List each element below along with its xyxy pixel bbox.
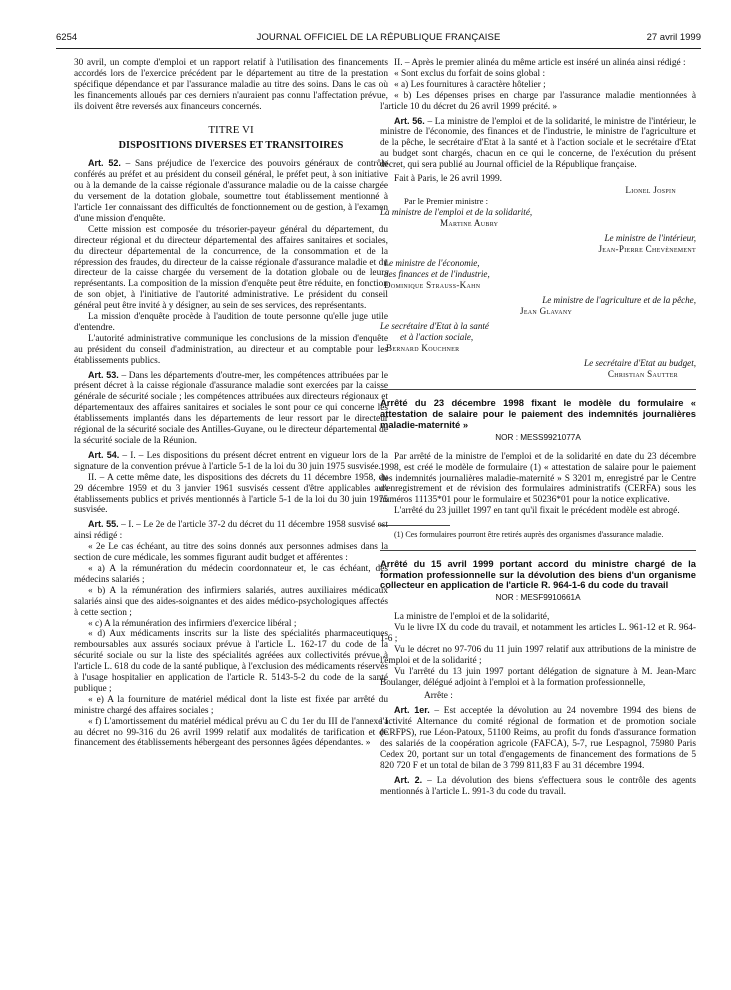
article-text: – La ministre de l'emploi et de la solidarité, le ministre de l'intérieur, le ministre de l'économie, des finances et de l'industrie, le ministre de l'agriculture et de la pêche, le secrétaire d'Etat à la santé et à l'action sociale et le secrétaire d'Etat au budget sont chargés, chacun en ce qui le concerne, de l'exécution du présent décret, qui sera publié au Journal officiel de la République française.: [380, 116, 696, 171]
page-number: 6254: [56, 32, 78, 43]
decree-2-nor: NOR : MESF9910661A: [495, 593, 581, 603]
article-label: Art. 56.: [394, 115, 425, 126]
quoted-item: « d) Aux médicaments inscrits sur la liste des spécialités pharmaceutiques remboursables aux assurés sociaux prévue à l'article L. 162-17 du code de la sécurité sociale ou sur la liste des spécialités agréées aux collectivités prévue à l'article L. 618 du code de la santé publique, à l'exclusion des médicaments réservés à l'usage hospitalier en application de l'article R. 5143-5-2 du code de la santé publique ;: [74, 629, 388, 694]
article-53: [74, 370, 388, 447]
article-text: – Dans les départements d'outre-mer, les compétences attribuées par le présent décret à la caisse régionale d'assurance maladie sont exercées par la caisse générale de sécurité sociale ; les compétences attribuées aux directeurs régionaux et départementaux des affaires sanitaires et sociales le sont pour ce qui concerne les établissements implantés dans les départements de leur ressort par le directeur régional de la sécurité sociale des Antilles-Guyane, ou le directeur départemental de la sécurité sociale de la Réunion.: [74, 370, 388, 446]
quoted-paragraph: « Sont exclus du forfait de soins global :: [394, 68, 546, 79]
footnote: (1) Ces formulaires pourront être retirés auprès des organismes d'assurance maladie.: [394, 530, 664, 540]
quoted-paragraph: « 2e Le cas échéant, au titre des soins donnés aux personnes admises dans la section de cure médicale, les sommes figurant audit budget et afférentes :: [74, 542, 388, 564]
article-55: [74, 519, 388, 542]
article-text: – Sans préjudice de l'exercice des pouvoirs généraux de contrôle conférés au préfet et au président du conseil général, le préfet peut, à son initiative ou à la demande de la caisse régionale d'assurance maladie ou de la caisse chargée du versement de la dotation globale, soumettre tout établissement mentionné à l'article 1er connaissant des difficultés de fonctionnement ou de gestion, à l'examen d'une mission d'enquête.: [74, 159, 388, 224]
signatory-role: Le secrétaire d'Etat au budget,: [584, 357, 696, 368]
article-label: Art. 2.: [394, 774, 423, 785]
section-separator: [380, 550, 696, 551]
issue-date: 27 avril 1999: [646, 32, 701, 43]
signatory-role: Le ministre de l'agriculture et de la pêche,: [542, 295, 696, 306]
decree-2-arrete: Arrête :: [424, 691, 453, 702]
decree-1-paragraph: Par arrêté de la ministre de l'emploi et de la solidarité en date du 23 décembre 1998, est créé le modèle de formulaire (1) « attestation de salaire pour le paiement des indemnités journalières maladie-maternité » S 3201 m, enregistré par le Centre d'enregistrement et de révision des formulaires administratifs (CERFA) sous les numéros 11135*01 pour le formulaire et 50236*01 pour la notice explicative.: [380, 451, 696, 506]
quoted-item: « a) A la rémunération du médecin coordonnateur et, le cas échéant, des médecins salariés ;: [74, 563, 388, 585]
signatory-role: La ministre de l'emploi et de la solidarité,: [380, 206, 533, 217]
quoted-item: « a) Les fournitures à caractère hôtelier ;: [394, 79, 546, 90]
quoted-item: « b) A la rémunération des infirmiers salariés, autres auxiliaires médicaux salariés ainsi que des aides-soignantes et des aides médico-psychologiques affectés à cette section ;: [74, 585, 388, 618]
decree-2-title: Arrêté du 15 avril 1999 portant accord du ministre chargé de la formation professionnelle sur la dévolution des biens d'un organisme collecteur en application de l'article R. 964-1-6 du code du travail: [380, 557, 696, 591]
article-52: [74, 158, 388, 224]
quoted-item: « b) Les dépenses prises en charge par l'assurance maladie mentionnées à l'article 10 du décret du 26 avril 1999 précité. »: [380, 90, 696, 112]
signatory-name: Jean Glavany: [520, 306, 573, 317]
section-subtitle: DISPOSITIONS DIVERSES ET TRANSITOIRES: [118, 140, 344, 152]
article-56: [380, 116, 696, 172]
signatory-role: et à l'action sociale,: [400, 331, 474, 342]
section-title: TITRE VI: [208, 123, 254, 136]
decree-1-nor: NOR : MESS9921077A: [495, 432, 581, 442]
decree-1-title: Arrêté du 23 décembre 1998 fixant le modèle du formulaire « attestation de salaire pour le paiement des indemnités journalières maladie-maternité »: [380, 397, 696, 431]
footnote-rule: [380, 525, 450, 526]
signatory-role: Le ministre de l'intérieur,: [604, 232, 696, 243]
article-52-paragraph: Cette mission est composée du trésorier-payeur général du département, du directeur régional et du directeur départemental des affaires sanitaires et sociales, du directeur départemental de la concurrence, de la consommation et de la répression des fraudes, du directeur de la caisse régionale d'assurance maladie et du directeur de la caisse chargée du versement de la dotation globale ou de leurs représentants. La composition de la mission d'enquête peut être réduite, en fonction de son objet, à l'initiative de l'autorité administrative. Le président du conseil général peut être invité à y désigner, au sein de ses services, des représentants.: [74, 224, 388, 312]
decree-2-paragraph: Vu le décret no 97-706 du 11 juin 1997 relatif aux attributions de la ministre de l'emploi et de la solidarité ;: [380, 644, 696, 666]
signatures-block: [380, 185, 696, 380]
article-label: Art. 55.: [88, 519, 119, 530]
done-at: Fait à Paris, le 26 avril 1999.: [394, 174, 502, 185]
decree-1-paragraph: L'arrêté du 23 juillet 1997 en tant qu'il fixait le précédent modèle est abrogé.: [394, 506, 680, 517]
article-label: Art. 52.: [88, 158, 121, 169]
decree-2-paragraph: Vu le livre IX du code du travail, et notamment les articles L. 961-12 et R. 964-1-6 ;: [380, 623, 696, 644]
signatory-name: Bernard Kouchner: [386, 342, 460, 353]
header-rule: [56, 48, 701, 49]
article-54-paragraph: II. – A cette même date, les dispositions des décrets du 11 décembre 1958, du 29 décembre 1959 et du 3 janvier 1961 susvisés cessent d'être applicables aux établissements publics et privés mentionnés à l'article 5-1 de la loi du 30 juin 1975 susvisée.: [74, 472, 388, 516]
article-52-paragraph: L'autorité administrative communique les conclusions de la mission d'enquête au président du conseil d'administration, au directeur et au comptable pour les établissements publics.: [74, 333, 388, 366]
article-text: – La dévolution des biens s'effectuera sous le contrôle des agents mentionnés à l'article L. 991-3 du code du travail.: [380, 775, 696, 797]
by-prime-minister: Par le Premier ministre :: [404, 195, 489, 206]
article-label: Art. 53.: [88, 369, 119, 380]
section-separator: [380, 389, 696, 390]
signatory-name: Christian Sautter: [607, 368, 678, 379]
article-text: – Est acceptée la dévolution au 24 novembre 1994 des biens de l'activité Alternance du comité régional de formation et de promotion sociale (CRFPS), rue Léon-Patoux, 51100 Reims, au profit du fonds d'assurance formation des salariés de la coopération agricole (FAFCA), 5-7, rue Lespagnol, 75980 Paris Cedex 20, portant sur un total d'engagements de financement des formations de 5 820 720 F et un total de bilan de 3 799 811,83 F au 31 décembre 1994.: [380, 706, 696, 771]
quoted-item: « e) A la fourniture de matériel médical dont la liste est fixée par arrêté du ministre chargé des affaires sociales ;: [74, 694, 388, 716]
decree-2-paragraph: Vu l'arrêté du 13 juin 1997 portant délégation de signature à M. Jean-Marc Boulanger, délégué adjoint à l'emploi et à la formation professionnelle,: [380, 666, 696, 688]
signatory-name: Jean-Pierre Chevènement: [598, 243, 696, 254]
decree-2-article-1: [380, 705, 696, 771]
decree-2-article-2: [380, 775, 696, 798]
article-54: [74, 450, 388, 473]
article-text: – I. – Le 2e de l'article 37-2 du décret du 11 décembre 1958 susvisé est ainsi rédigé :: [74, 520, 388, 542]
article-text: – I. – Les dispositions du présent décret entrent en vigueur lors de la signature de la convention prévue à l'article 5-1 de la loi du 30 juin 1975 susvisée.: [74, 450, 389, 472]
signatory-role: Le secrétaire d'Etat à la santé: [380, 320, 489, 331]
article-label: Art. 1er.: [394, 705, 430, 716]
quoted-item: « f) L'amortissement du matériel médical prévu au C du 1er du III de l'annexe I au décret no 99-316 du 26 avril 1999 relatif aux modalités de tarification et de financement des établissements hébergeant des personnes âgées dépendantes. »: [74, 716, 388, 749]
intro-paragraph: 30 avril, un compte d'emploi et un rapport relatif à l'utilisation des financements accordés lors de l'exercice précédent par le département au titre de la prestation spécifique dépendance et par l'assurance maladie au titre des soins. Dans le cas où les financements alloués par ces derniers n'auraient pas connu l'affectation prévue, ils doivent être reversés aux financeurs concernés.: [74, 58, 388, 112]
section-ii-intro: II. – Après le premier alinéa du même article est inséré un alinéa ainsi rédigé :: [394, 58, 686, 68]
signatory-role: Le ministre de l'économie,: [384, 258, 480, 269]
signatory-name: Dominique Strauss-Kahn: [384, 280, 481, 291]
quoted-item: « c) A la rémunération des infirmiers d'exercice libéral ;: [88, 618, 297, 629]
prime-minister-name: Lionel Jospin: [625, 184, 676, 195]
signatory-role: des finances et de l'industrie,: [384, 269, 490, 280]
left-column: [74, 58, 388, 749]
right-column: [380, 58, 696, 798]
article-52-paragraph: La mission d'enquête procède à l'audition de toute personne qu'elle juge utile d'entendre.: [74, 312, 388, 333]
decree-2-paragraph: La ministre de l'emploi et de la solidarité,: [394, 612, 550, 623]
journal-title: JOURNAL OFFICIEL DE LA RÉPUBLIQUE FRANÇAISE: [256, 32, 501, 43]
signatory-name: Martine Aubry: [440, 217, 499, 228]
page-header: [56, 32, 701, 46]
article-label: Art. 54.: [88, 449, 120, 460]
